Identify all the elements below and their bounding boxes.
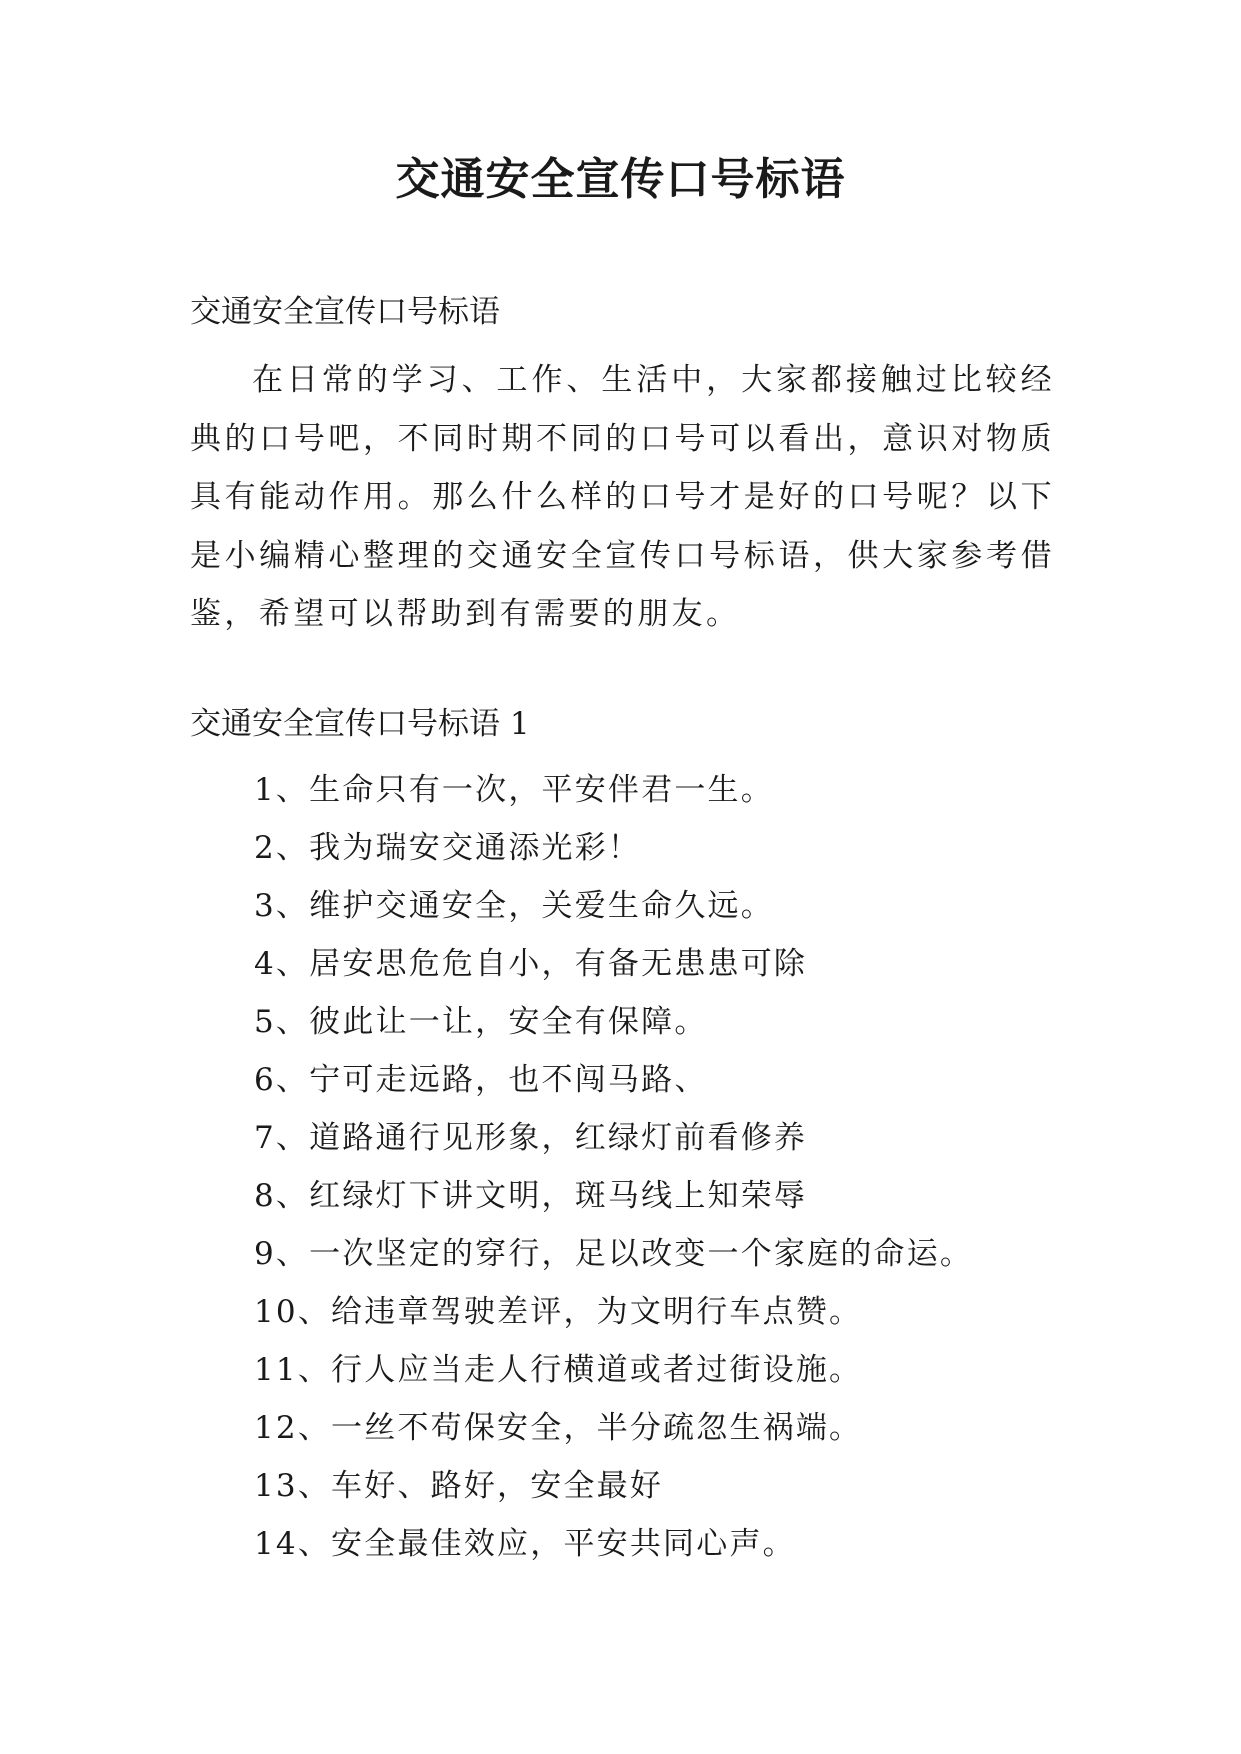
slogan-item: 13、车好、路好，安全最好	[254, 1468, 664, 1504]
slogan-item: 12、一丝不苟保安全，半分疏忽生祸端。	[254, 1410, 863, 1446]
slogan-item: 14、安全最佳效应，平安共同心声。	[254, 1526, 796, 1562]
slogan-item: 6、宁可走远路，也不闯马路、	[254, 1062, 708, 1098]
slogan-item: 4、居安思危危自小，有备无患患可除	[254, 946, 808, 982]
document-subtitle: 交通安全宣传口号标语	[190, 294, 500, 330]
intro-paragraph: 在日常的学习、工作、生活中，大家都接触过比较经典的口号吧，不同时期不同的口号可以看出，意识对物质具有能动作用。那么什么样的口号才是好的口号呢？以下是小编精心整理的交通安全宣传口号标语，供大家参考借鉴，希望可以帮助到有需要的朋友。	[190, 362, 1055, 632]
slogan-item: 2、我为瑞安交通添光彩！	[254, 830, 642, 866]
document-title: 交通安全宣传口号标语	[395, 154, 846, 205]
slogan-item: 10、给违章驾驶差评，为文明行车点赞。	[254, 1294, 863, 1330]
slogan-item: 7、道路通行见形象，红绿灯前看修养	[254, 1120, 808, 1156]
slogan-item: 3、维护交通安全，关爱生命久远。	[254, 888, 774, 924]
slogan-list	[254, 761, 973, 1573]
section-heading: 交通安全宣传口号标语 1	[190, 706, 530, 742]
slogan-item: 8、红绿灯下讲文明，斑马线上知荣辱	[254, 1178, 808, 1214]
slogan-item: 1、生命只有一次，平安伴君一生。	[254, 772, 774, 808]
slogan-item: 9、一次坚定的穿行，足以改变一个家庭的命运。	[254, 1236, 974, 1272]
slogan-item: 11、行人应当走人行横道或者过街设施。	[254, 1352, 863, 1388]
slogan-item: 5、彼此让一让，安全有保障。	[254, 1004, 708, 1040]
